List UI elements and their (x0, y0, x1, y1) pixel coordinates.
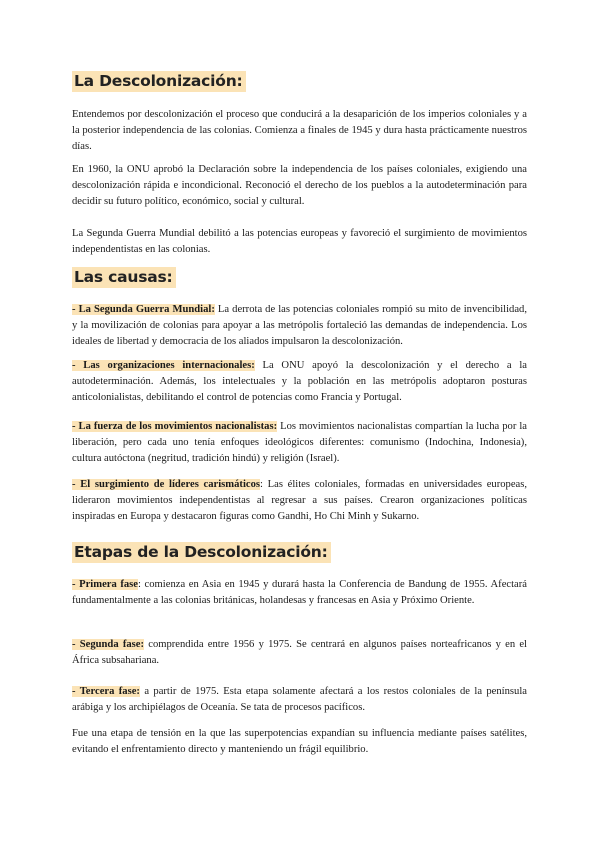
stage-item (72, 577, 527, 609)
paragraph-segunda-guerra: La Segunda Guerra Mundial debilitó a las potencias europeas y favoreció el surgimiento de movimientos independentistas en las colonias. (72, 228, 527, 255)
paragraph-closing: Fue una etapa de tensión en la que las superpotencias expandían su influencia mediante países satélites, evitando el enfrentamiento directo y manteniendo un frágil equilibrio. (72, 728, 527, 755)
cause-text: La ONU apoyó la descolonización y el derecho a la autodeterminación. Además, los intelectuales y la población en las metrópolis adoptaron posturas anticolonialistas, debilitando el control de potencias como Francia y Portugal. (72, 360, 527, 403)
heading-text: La Descolonización: (72, 71, 246, 92)
cause-text: La derrota de las potencias coloniales rompió su mito de invencibilidad, y la movilización de colonias para apoyar a las metrópolis fortaleció las demandas de independencia. Los ideales de libertad y democracia de los aliados impulsaron la descolonización. (72, 304, 527, 347)
cause-item (72, 419, 527, 467)
cause-label: - La Segunda Guerra Mundial: (72, 304, 215, 315)
heading-descolonizacion (72, 72, 246, 90)
stage-label: - Primera fase (72, 579, 139, 590)
cause-label: - El surgimiento de líderes carismáticos (72, 479, 261, 490)
cause-item (72, 302, 527, 350)
paragraph-onu-1960: En 1960, la ONU aprobó la Declaración sobre la independencia de los países coloniales, exigiendo una descolonización rápida e incondicional. Reconoció el derecho de los pueblos a la autodeterminación para decidir su futuro político, económico, social y cultural. (72, 164, 527, 207)
stage-label: - Segunda fase: (72, 639, 145, 650)
cause-label: - La fuerza de los movimientos nacionalistas: (72, 421, 278, 432)
stage-item (72, 637, 527, 669)
stage-item (72, 684, 527, 716)
cause-text: : Las élites coloniales, formadas en universidades europeas, lideraron movimientos independentistas al regresar a sus países. Crearon organizaciones políticas inspiradas en Europa y destacaron figuras como Gandhi, Ho Chi Minh y Sukarno. (72, 479, 527, 522)
cause-item (72, 477, 527, 525)
stage-text: : comienza en Asia en 1945 y durará hasta la Conferencia de Bandung de 1955. Afectará fundamentalmente a las colonias británicas, holandesas y francesas en Asia y Próximo Oriente. (72, 579, 527, 606)
heading-text: Etapas de la Descolonización: (72, 542, 331, 563)
heading-etapas (72, 543, 331, 561)
stage-text: comprendida entre 1956 y 1975. Se centrará en algunos países norteafricanos y en el África subsahariana. (72, 639, 527, 666)
heading-causas (72, 268, 176, 286)
heading-text: Las causas: (72, 267, 176, 288)
cause-item (72, 358, 527, 406)
cause-text: Los movimientos nacionalistas compartían la lucha por la liberación, pero cada uno tenía enfoques ideológicos diferentes: comunismo (Indochina, Indonesia), cultura autóctona (negritud, tradición hindú) y religión (Israel). (72, 421, 527, 464)
stage-label: - Tercera fase: (72, 686, 140, 697)
cause-label: - Las organizaciones internacionales: (72, 360, 255, 371)
stage-text: a partir de 1975. Esta etapa solamente afectará a los restos coloniales de la península arábiga y los archipiélagos de Oceanía. Se tata de procesos pacíficos. (72, 686, 527, 713)
paragraph-definition: Entendemos por descolonización el proceso que conducirá a la desaparición de los imperios coloniales y a la posterior independencia de las colonias. Comienza a finales de 1945 y dura hasta prácticamente nuestros días. (72, 109, 527, 152)
